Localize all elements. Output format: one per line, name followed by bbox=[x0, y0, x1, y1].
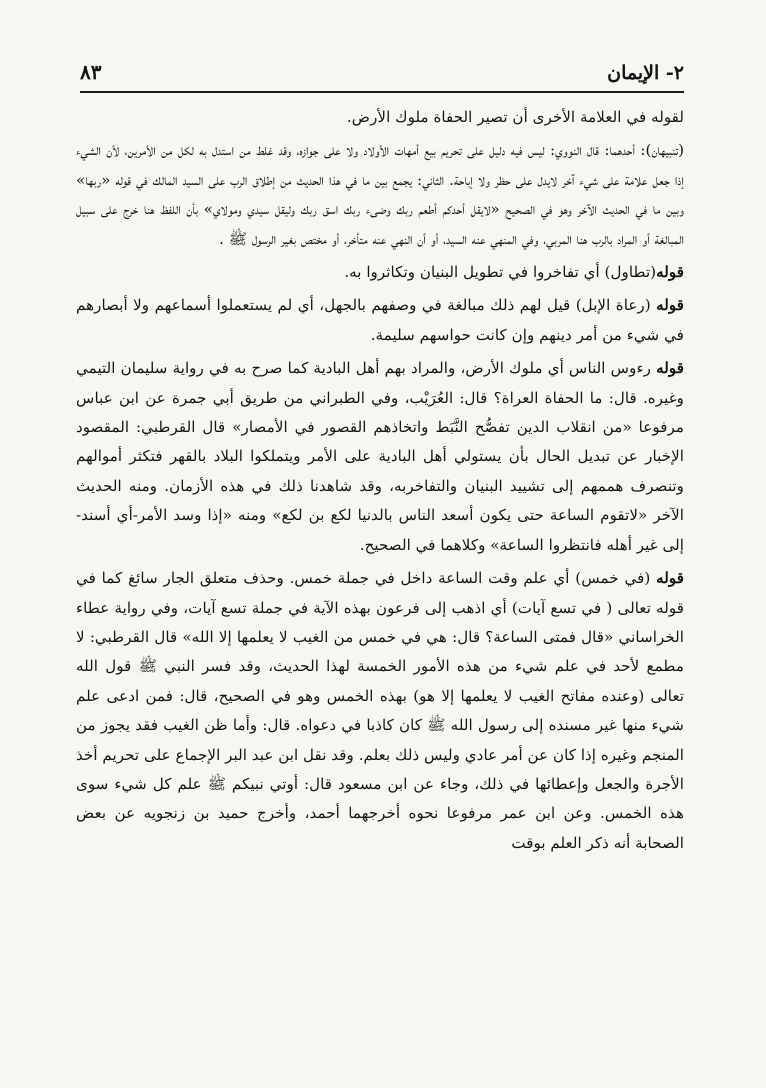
chapter-title: ٢- الإيمان bbox=[607, 62, 684, 84]
paragraph bbox=[76, 258, 684, 287]
paragraph-lead: قوله bbox=[656, 263, 684, 282]
paragraph bbox=[76, 354, 684, 560]
paragraph-text: (تطاول) أي تفاخروا في تطويل البنيان وتكاثروا به. bbox=[344, 263, 657, 282]
paragraph-text: (رعاة الإبل) قيل لهم ذلك مبالغة في وصفهم بالجهل، أي لم يستعملوا أسماعهم ولا أبصارهم في شيء من أمر دينهم وإن كانت حواسهم سليمة. bbox=[76, 296, 684, 344]
paragraph bbox=[76, 564, 684, 858]
paragraph-text: لقوله في العلامة الأخرى أن تصير الحفاة ملوك الأرض. bbox=[346, 108, 684, 126]
paragraph-lead: قوله bbox=[656, 569, 684, 588]
body-text bbox=[76, 103, 684, 862]
header-rule bbox=[80, 91, 684, 93]
paragraph bbox=[76, 136, 684, 254]
paragraph-text: (تنبيهان): أحدهما: قال النووي: ليس فيه دليل على تحريم بيع أمهات الأولاد ولا على جوازه، وقد غلط من استدل به لكل من الأمرين، لأن الشيء إذا جعل علامة على شيء آخر لايدل على حظر ولا إباحة. الثاني: يجمع بين ما في هذا الحديث من إطلاق الرب على السيد المالك في قوله «ربها» وبين ما في الحديث الآخر وهو في الصحيح «لايقل أحدكم أطعم ربك وضىء ربك اسق ربك وليقل سيدي ومولاي» بأن اللفظ هنا خرج على سبيل المبالغة أو المراد بالرب هنا المربي، وفي المنهي عنه السيد، أو أن النهي عنه متأخر، أو مختص بغير الرسول ﷺ . bbox=[76, 141, 684, 248]
paragraph bbox=[76, 103, 684, 132]
paragraph bbox=[76, 291, 684, 350]
paragraph-lead: قوله bbox=[656, 359, 684, 378]
paragraph-lead: قوله bbox=[656, 296, 684, 315]
paragraph-text: رءوس الناس أي ملوك الأرض، والمراد بهم أهل البادية كما صرح به في رواية سليمان التيمي وغيره. قال: ما الحفاة العراة؟ قال: العُرَيْب، وفي الطبراني من طريق أبي جمرة عن ابن عباس مرفوعا «من انقلاب الدين تفصُّح النَّبَط واتخاذهم القصور في الأمصار» قال القرطبي: المقصود الإخبار عن تبديل الحال بأن يستولي أهل البادية على الأمر ويتملكوا البلاد بالقهر فتكثر أموالهم وتنصرف هممهم إلى تشييد البنيان والتفاخربه، وقد شاهدنا ذلك في هذه الأزمان. ومنه الحديث الآخر «لاتقوم الساعة حتى يكون أسعد الناس بالدنيا لكع بن لكع» ومنه «إذا وسد الأمر-أي أسند-إلى غير أهله فانتظروا الساعة» وكلاهما في الصحيح. bbox=[76, 359, 684, 554]
page-number: ٨٣ bbox=[80, 60, 102, 84]
page-header bbox=[80, 50, 684, 84]
paragraph-text: (في خمس) أي علم وقت الساعة داخل في جملة خمس. وحذف متعلق الجار سائغ كما في قوله تعالى ( في تسع آيات) أي اذهب إلى فرعون بهذه الآية في جملة تسع آيات، وفي رواية عطاء الخراساني «قال فمتى الساعة؟ قال: هي في خمس من الغيب لا يعلمها إلا الله» قال القرطبي: لا مطمع لأحد في علم شيء من هذه الأمور الخمسة لهذا الحديث، وقد فسر النبي ﷺ قول الله تعالى (وعنده مفاتح الغيب لا يعلمها إلا هو) بهذه الخمس وهو في الصحيح، قال: فمن ادعى علم شيء منها غير مسنده إلى رسول الله ﷺ كان كاذبا في دعواه. قال: وأما ظن الغيب فقد يجوز من المنجم وغيره إذا كان عن أمر عادي وليس ذلك بعلم. وقد نقل ابن عبد البر الإجماع على تحريم أخذ الأجرة والجعل وإعطائها في ذلك، وجاء عن ابن مسعود قال: أوتي نبيكم ﷺ علم كل شيء سوى هذه الخمس. وعن ابن عمر مرفوعا نحوه أخرجهما أحمد، وأخرج حميد بن زنجويه عن بعض الصحابة أنه ذكر العلم بوقت bbox=[76, 569, 684, 852]
